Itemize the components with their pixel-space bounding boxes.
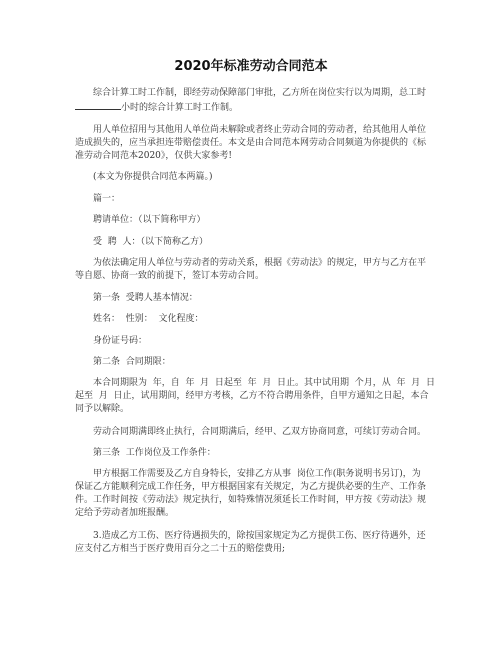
paragraph-working-hours	[75, 87, 431, 115]
paragraph-purpose	[75, 257, 431, 283]
text-line: 件。工作时间按《劳动法》规定执行，如特殊情况须延长工作时间，甲方按《劳动法》规	[75, 495, 427, 505]
employee-line: 受 聘 人：（以下简称乙方）	[93, 237, 208, 247]
article-two-heading: 第二条 合同期限：	[93, 357, 171, 367]
article-one-heading: 第一条 受聘人基本情况：	[93, 293, 198, 303]
text-line: 等自愿、协商一致的前提下，签订本劳动合同。	[75, 271, 265, 281]
paragraph-injury-compensation	[75, 530, 431, 556]
text-line: 甲方根据工作需要及乙方自身特长，安排乙方从事 岗位工作(职务说明书另订)，为	[93, 469, 421, 479]
basic-info-line: 姓名： 性别： 文化程度：	[93, 314, 204, 324]
text-fragment: 小时的综合计算工时工作制。	[121, 103, 239, 113]
text-line: 保证乙方能顺利完成工作任务，甲方根据国家有关规定，为乙方提供必要的生产、工作条	[75, 482, 427, 492]
text-line: 准劳动合同范本2020》，仅供大家参考!	[75, 151, 233, 161]
employer-line: 聘请单位：（以下简称甲方）	[93, 215, 206, 225]
text-line: 综合计算工时工作制，即经劳动保障部门审批，乙方所在岗位实行以为周期，总工时	[93, 88, 427, 98]
text-line: 本合同期限为 年，自 年 月 日起至 年 月 日止。其中试用期 个月，从 年 月 日	[93, 378, 435, 388]
paragraph-job-position	[75, 468, 431, 520]
text-line: 造成损失的，应当承担连带赔偿责任。本文是由合同范本网劳动合同频道为你提供的《标	[75, 138, 427, 148]
paragraph-contract-term	[75, 377, 435, 416]
document-title: 2020年标准劳动合同范本	[174, 59, 328, 74]
paragraph-liability	[75, 124, 431, 163]
id-number-line: 身份证号码：	[93, 336, 148, 346]
text-line: 为依法确定用人单位与劳动者的劳动关系，根据《劳动法》的规定，甲方与乙方在平	[93, 258, 427, 268]
article-three-heading: 第三条 工作岗位及工作条件：	[93, 448, 216, 458]
text-line: 定给予劳动者加班报酬。	[75, 508, 175, 518]
text-line: 用人单位招用与其他用人单位尚未解除或者终止劳动合同的劳动者，给其他用人单位	[93, 125, 427, 135]
text-line	[75, 100, 431, 115]
text-line: 起至 月 日止，试用期间，经甲方考核，乙方不符合聘用条件，自甲方通知之日起，本合	[75, 391, 429, 401]
text-line: 同予以解除。	[75, 404, 130, 414]
text-line: 应支付乙方相当于医疗费用百分之二十五的赔偿费用;	[75, 544, 286, 554]
text-line: 3.造成乙方工伤、医疗待遇损失的，除按国家规定为乙方提供工伤、医疗待遇外，还	[93, 531, 426, 541]
section-heading-part-one: 篇一：	[93, 194, 121, 204]
paragraph-note: (本文为你提供合同范本两篇。)	[93, 172, 213, 182]
fill-blank	[75, 100, 121, 110]
paragraph-renewal: 劳动合同期满即终止执行，合同期满后，经甲、乙双方协商同意，可续订劳动合同。	[93, 427, 427, 437]
